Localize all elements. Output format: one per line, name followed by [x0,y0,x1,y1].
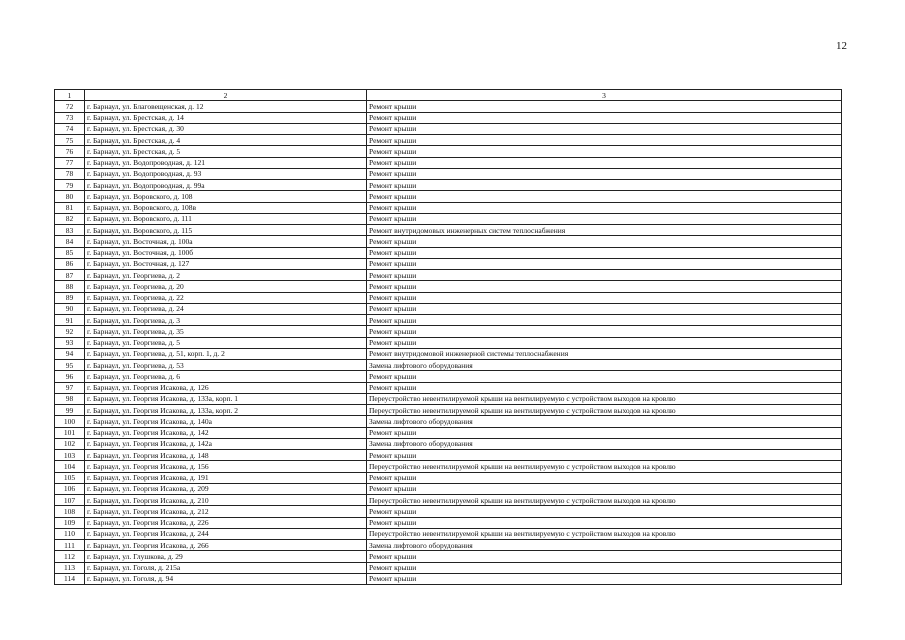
table-row [55,157,842,168]
column-header-address: 2 [85,90,367,101]
table-row [55,382,842,393]
row-number: 88 [55,281,85,292]
table-row [55,416,842,427]
table-row [55,101,842,112]
work-type-cell: Ремонт крыши [367,146,842,157]
table-row [55,236,842,247]
row-number: 112 [55,551,85,562]
address-cell: г. Барнаул, ул. Глушкова, д. 29 [85,551,367,562]
work-type-cell: Ремонт крыши [367,573,842,584]
table-header-row [55,90,842,101]
table-row [55,225,842,236]
row-number: 93 [55,337,85,348]
work-type-cell: Ремонт крыши [367,270,842,281]
row-number: 106 [55,483,85,494]
row-number: 110 [55,528,85,539]
address-cell: г. Барнаул, ул. Гоголя, д. 94 [85,573,367,584]
work-type-cell: Ремонт крыши [367,483,842,494]
work-type-cell: Переустройство невентилируемой крыши на вентилируемую с устройством выходов на кровлю [367,405,842,416]
address-cell: г. Барнаул, ул. Георгия Исакова, д. 133а, корп. 2 [85,405,367,416]
work-type-cell: Ремонт крыши [367,180,842,191]
table-row [55,315,842,326]
work-type-cell: Ремонт крыши [367,562,842,573]
work-type-cell: Ремонт внутридомовой инженерной системы теплоснабжения [367,348,842,359]
column-header-number: 1 [55,90,85,101]
address-cell: г. Барнаул, ул. Благовещенская, д. 12 [85,101,367,112]
row-number: 102 [55,438,85,449]
address-cell: г. Барнаул, ул. Восточная, д. 100б [85,247,367,258]
row-number: 96 [55,371,85,382]
table-row [55,135,842,146]
work-type-cell: Ремонт крыши [367,247,842,258]
work-type-cell: Ремонт крыши [367,303,842,314]
work-type-cell: Ремонт крыши [367,112,842,123]
row-number: 78 [55,168,85,179]
work-type-cell: Замена лифтового оборудования [367,360,842,371]
table-row [55,483,842,494]
work-type-cell: Ремонт крыши [367,101,842,112]
table-row [55,506,842,517]
row-number: 79 [55,180,85,191]
table-row [55,371,842,382]
work-type-cell: Ремонт крыши [367,123,842,134]
work-type-cell: Ремонт крыши [367,450,842,461]
table-row [55,472,842,483]
table-row [55,528,842,539]
address-cell: г. Барнаул, ул. Георгиева, д. 5 [85,337,367,348]
row-number: 107 [55,495,85,506]
table-row [55,270,842,281]
row-number: 84 [55,236,85,247]
work-type-cell: Ремонт крыши [367,371,842,382]
address-cell: г. Барнаул, ул. Георгия Исакова, д. 226 [85,517,367,528]
work-type-cell: Ремонт крыши [367,135,842,146]
row-number: 111 [55,540,85,551]
address-cell: г. Барнаул, ул. Георгия Исакова, д. 142а [85,438,367,449]
row-number: 108 [55,506,85,517]
work-type-cell: Ремонт крыши [367,202,842,213]
address-cell: г. Барнаул, ул. Воровского, д. 111 [85,213,367,224]
address-cell: г. Барнаул, ул. Георгиева, д. 3 [85,315,367,326]
address-cell: г. Барнаул, ул. Георгия Исакова, д. 148 [85,450,367,461]
work-type-cell: Переустройство невентилируемой крыши на вентилируемую с устройством выходов на кровлю [367,393,842,404]
address-cell: г. Барнаул, ул. Георгия Исакова, д. 191 [85,472,367,483]
table-row [55,292,842,303]
table-row [55,551,842,562]
row-number: 113 [55,562,85,573]
table-row [55,517,842,528]
page-number: 12 [836,40,847,52]
address-cell: г. Барнаул, ул. Гоголя, д. 215а [85,562,367,573]
work-type-cell: Ремонт крыши [367,337,842,348]
work-type-cell: Замена лифтового оборудования [367,540,842,551]
work-type-cell: Ремонт внутридомовых инженерных систем теплоснабжения [367,225,842,236]
address-cell: г. Барнаул, ул. Георгия Исакова, д. 156 [85,461,367,472]
table-row [55,438,842,449]
address-cell: г. Барнаул, ул. Брестская, д. 4 [85,135,367,146]
work-type-cell: Переустройство невентилируемой крыши на вентилируемую с устройством выходов на кровлю [367,461,842,472]
address-cell: г. Барнаул, ул. Георгия Исакова, д. 244 [85,528,367,539]
table-row [55,191,842,202]
table-row [55,540,842,551]
work-type-cell: Ремонт крыши [367,281,842,292]
row-number: 103 [55,450,85,461]
column-header-work-type: 3 [367,90,842,101]
address-cell: г. Барнаул, ул. Воровского, д. 108в [85,202,367,213]
address-cell: г. Барнаул, ул. Георгиева, д. 6 [85,371,367,382]
work-type-cell: Ремонт крыши [367,258,842,269]
row-number: 95 [55,360,85,371]
row-number: 94 [55,348,85,359]
table-row [55,427,842,438]
row-number: 77 [55,157,85,168]
table-row [55,450,842,461]
work-type-cell: Переустройство невентилируемой крыши на вентилируемую с устройством выходов на кровлю [367,495,842,506]
table-row [55,360,842,371]
row-number: 73 [55,112,85,123]
work-type-cell: Ремонт крыши [367,517,842,528]
row-number: 92 [55,326,85,337]
address-cell: г. Барнаул, ул. Георгия Исакова, д. 142 [85,427,367,438]
table-row [55,146,842,157]
address-cell: г. Барнаул, ул. Георгия Исакова, д. 212 [85,506,367,517]
row-number: 81 [55,202,85,213]
address-cell: г. Барнаул, ул. Георгиева, д. 35 [85,326,367,337]
address-cell: г. Барнаул, ул. Георгиева, д. 22 [85,292,367,303]
work-type-cell: Ремонт крыши [367,472,842,483]
row-number: 100 [55,416,85,427]
row-number: 75 [55,135,85,146]
address-cell: г. Барнаул, ул. Водопроводная, д. 93 [85,168,367,179]
work-type-cell: Замена лифтового оборудования [367,416,842,427]
address-cell: г. Барнаул, ул. Восточная, д. 127 [85,258,367,269]
address-cell: г. Барнаул, ул. Георгиева, д. 2 [85,270,367,281]
work-type-cell: Ремонт крыши [367,506,842,517]
address-cell: г. Барнаул, ул. Водопроводная, д. 99а [85,180,367,191]
address-cell: г. Барнаул, ул. Георгиева, д. 53 [85,360,367,371]
row-number: 89 [55,292,85,303]
address-cell: г. Барнаул, ул. Брестская, д. 14 [85,112,367,123]
work-type-cell: Замена лифтового оборудования [367,438,842,449]
row-number: 72 [55,101,85,112]
table-row [55,495,842,506]
work-type-cell: Переустройство невентилируемой крыши на вентилируемую с устройством выходов на кровлю [367,528,842,539]
address-cell: г. Барнаул, ул. Воровского, д. 108 [85,191,367,202]
table-row [55,461,842,472]
work-type-cell: Ремонт крыши [367,326,842,337]
row-number: 99 [55,405,85,416]
address-cell: г. Барнаул, ул. Георгия Исакова, д. 133а, корп. 1 [85,393,367,404]
table-row [55,180,842,191]
table-row [55,123,842,134]
work-type-cell: Ремонт крыши [367,427,842,438]
row-number: 87 [55,270,85,281]
table-row [55,258,842,269]
work-type-cell: Ремонт крыши [367,157,842,168]
table-row [55,405,842,416]
work-type-cell: Ремонт крыши [367,315,842,326]
table-row [55,393,842,404]
address-cell: г. Барнаул, ул. Георгия Исакова, д. 209 [85,483,367,494]
table-row [55,213,842,224]
table-row [55,337,842,348]
row-number: 82 [55,213,85,224]
row-number: 101 [55,427,85,438]
works-registry-table [54,89,842,585]
address-cell: г. Барнаул, ул. Георгиева, д. 51, корп. 1, д. 2 [85,348,367,359]
table-row [55,202,842,213]
table-row [55,562,842,573]
row-number: 74 [55,123,85,134]
address-cell: г. Барнаул, ул. Георгия Исакова, д. 126 [85,382,367,393]
address-cell: г. Барнаул, ул. Георгия Исакова, д. 210 [85,495,367,506]
row-number: 97 [55,382,85,393]
table-row [55,112,842,123]
table-row [55,348,842,359]
address-cell: г. Барнаул, ул. Восточная, д. 100а [85,236,367,247]
row-number: 104 [55,461,85,472]
address-cell: г. Барнаул, ул. Георгиева, д. 24 [85,303,367,314]
row-number: 98 [55,393,85,404]
address-cell: г. Барнаул, ул. Брестская, д. 30 [85,123,367,134]
row-number: 85 [55,247,85,258]
work-type-cell: Ремонт крыши [367,191,842,202]
row-number: 91 [55,315,85,326]
table-row [55,326,842,337]
address-cell: г. Барнаул, ул. Георгия Исакова, д. 266 [85,540,367,551]
row-number: 86 [55,258,85,269]
table-row [55,247,842,258]
table-row [55,281,842,292]
row-number: 105 [55,472,85,483]
address-cell: г. Барнаул, ул. Георгиева, д. 20 [85,281,367,292]
work-type-cell: Ремонт крыши [367,168,842,179]
address-cell: г. Барнаул, ул. Брестская, д. 5 [85,146,367,157]
row-number: 114 [55,573,85,584]
address-cell: г. Барнаул, ул. Водопроводная, д. 121 [85,157,367,168]
table-row [55,573,842,584]
work-type-cell: Ремонт крыши [367,236,842,247]
row-number: 83 [55,225,85,236]
address-cell: г. Барнаул, ул. Георгия Исакова, д. 140а [85,416,367,427]
work-type-cell: Ремонт крыши [367,382,842,393]
row-number: 90 [55,303,85,314]
table-row [55,303,842,314]
row-number: 109 [55,517,85,528]
row-number: 76 [55,146,85,157]
row-number: 80 [55,191,85,202]
address-cell: г. Барнаул, ул. Воровского, д. 115 [85,225,367,236]
work-type-cell: Ремонт крыши [367,551,842,562]
work-type-cell: Ремонт крыши [367,292,842,303]
table-row [55,168,842,179]
work-type-cell: Ремонт крыши [367,213,842,224]
